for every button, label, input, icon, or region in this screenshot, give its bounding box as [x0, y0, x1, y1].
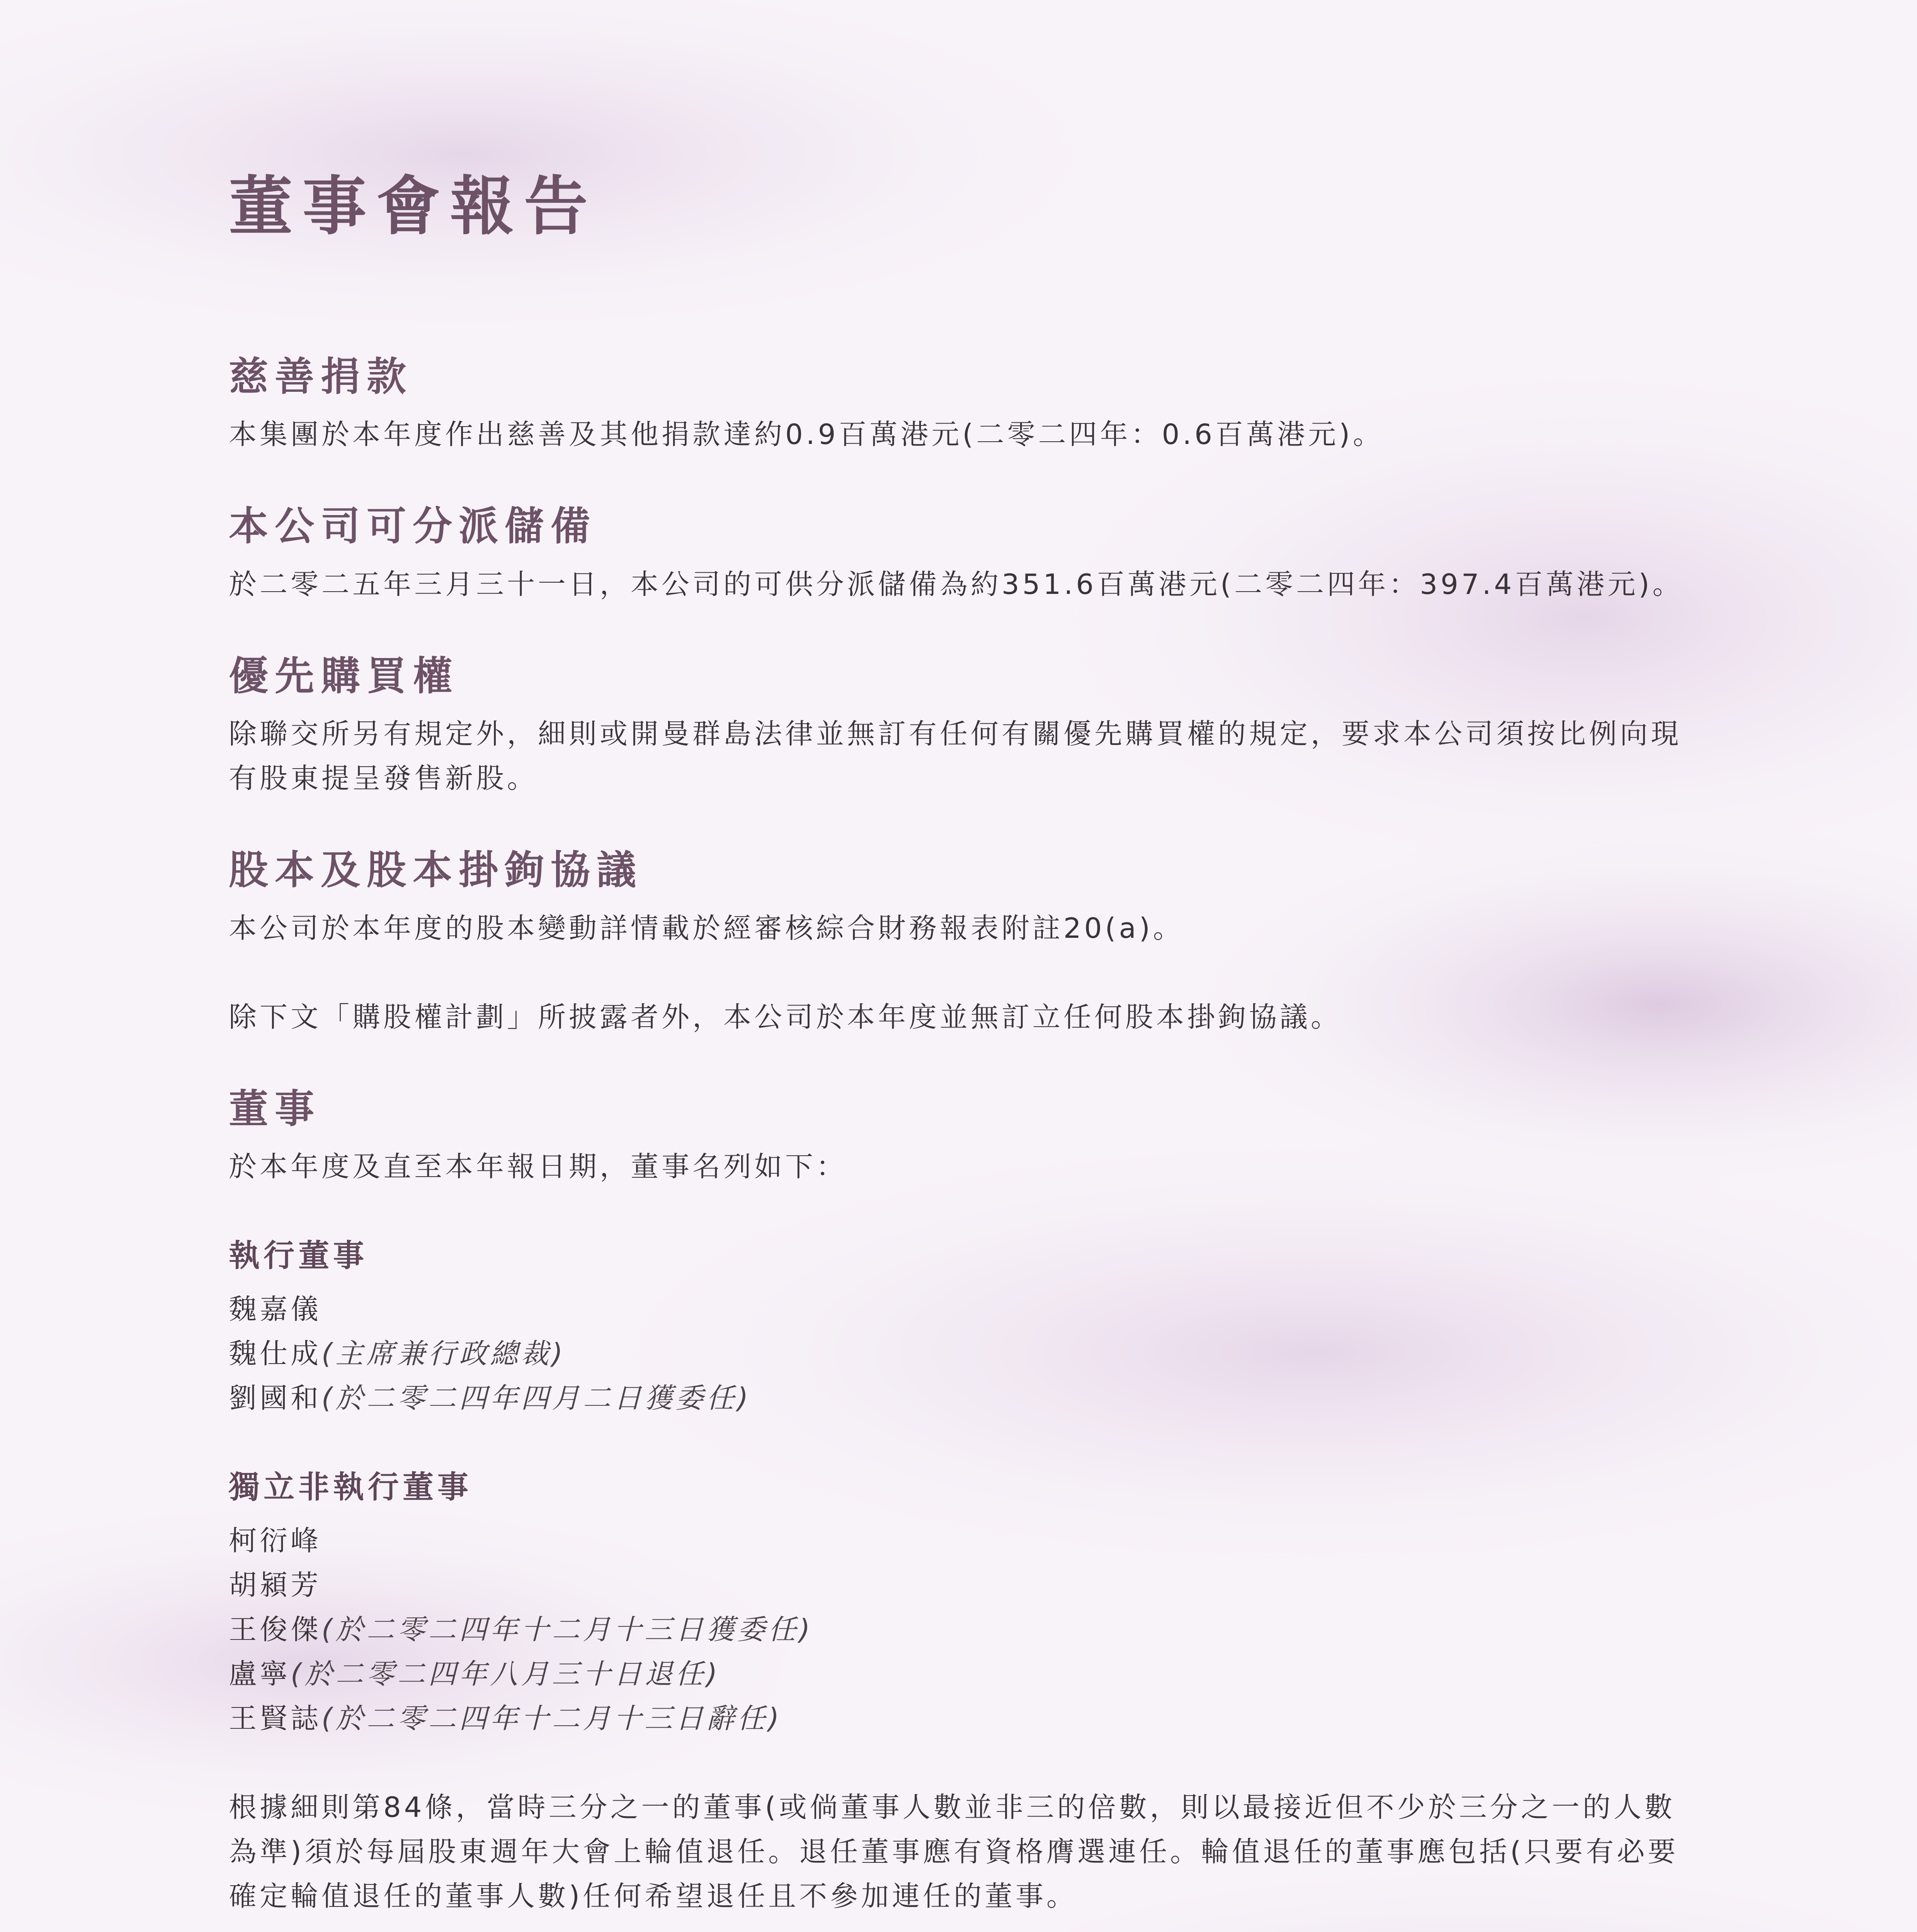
report-content: [229, 354, 1697, 1932]
section-directors: [229, 1086, 1697, 1932]
director-note: (主席兼行政總裁): [321, 1337, 566, 1370]
independent-directors-list: [229, 1519, 1697, 1741]
section-reserves: [229, 503, 1697, 606]
director-name: 劉國和: [229, 1381, 322, 1414]
director-note: (於二零二四年十二月十三日辭任): [321, 1702, 782, 1735]
list-item: [229, 1563, 1697, 1607]
section-share-capital: [229, 847, 1697, 1039]
list-item: [229, 1519, 1697, 1563]
section-text: 本公司於本年度的股本變動詳情載於經審核綜合財務報表附註20(a)。: [229, 912, 1184, 944]
executive-directors-heading: 執行董事: [229, 1237, 368, 1274]
executive-directors-list: [229, 1287, 1697, 1420]
director-note: (於二零二四年四月二日獲委任): [321, 1381, 752, 1414]
list-item: [229, 1607, 1697, 1652]
section-title: 優先購買權: [229, 653, 459, 699]
rotation-paragraph: 根據細則第84條，當時三分之一的董事(或倘董事人數並非三的倍數，則以最接近但不少於三分之一的人數為準)須於每屆股東週年大會上輪值退任。退任董事應有資格膺選連任。輪值退任的董事應包括(只要有必要確定輪值退任的董事人數)任何希望退任且不參加連任的董事。: [229, 1791, 1679, 1912]
director-name: 盧寧: [229, 1657, 291, 1690]
section-text: 除下文「購股權計劃」所披露者外，本公司於本年度並無訂立任何股本掛鉤協議。: [229, 1000, 1342, 1033]
section-title: 股本及股本掛鉤協議: [229, 847, 643, 894]
director-note: (於二零二四年八月三十日退任): [291, 1657, 721, 1690]
section-title: 本公司可分派儲備: [229, 503, 597, 550]
list-item: [229, 1652, 1697, 1696]
section-preemptive-rights: [229, 653, 1697, 801]
director-name: 魏仕成: [229, 1337, 322, 1370]
director-name: 胡潁芳: [229, 1568, 322, 1601]
list-item: [229, 1696, 1697, 1741]
section-text: 於二零二五年三月三十一日，本公司的可供分派儲備為約351.6百萬港元(二零二四年：397.4百萬港元)。: [229, 568, 1684, 600]
directors-intro: 於本年度及直至本年報日期，董事名列如下：: [229, 1150, 847, 1183]
director-note: (於二零二四年十二月十三日獲委任): [321, 1613, 813, 1646]
section-text: 除聯交所另有規定外，細則或開曼群島法律並無訂有任何有關優先購買權的規定，要求本公司須按比例向現有股東提呈發售新股。: [229, 718, 1682, 795]
section-title: 董事: [229, 1086, 321, 1132]
director-name: 王俊傑: [229, 1613, 322, 1646]
list-item: [229, 1376, 1697, 1420]
director-name: 魏嘉儀: [229, 1293, 322, 1325]
list-item: [229, 1332, 1697, 1376]
list-item: [229, 1287, 1697, 1332]
section-charity: [229, 354, 1697, 457]
director-name: 王賢誌: [229, 1702, 322, 1735]
section-title: 慈善捐款: [229, 354, 413, 400]
section-text: 本集團於本年度作出慈善及其他捐款達約0.9百萬港元(二零二四年：0.6百萬港元)。: [229, 418, 1384, 451]
independent-directors-heading: 獨立非執行董事: [229, 1469, 472, 1505]
page-title: 董事會報告: [229, 169, 598, 243]
director-name: 柯衍峰: [229, 1524, 322, 1557]
